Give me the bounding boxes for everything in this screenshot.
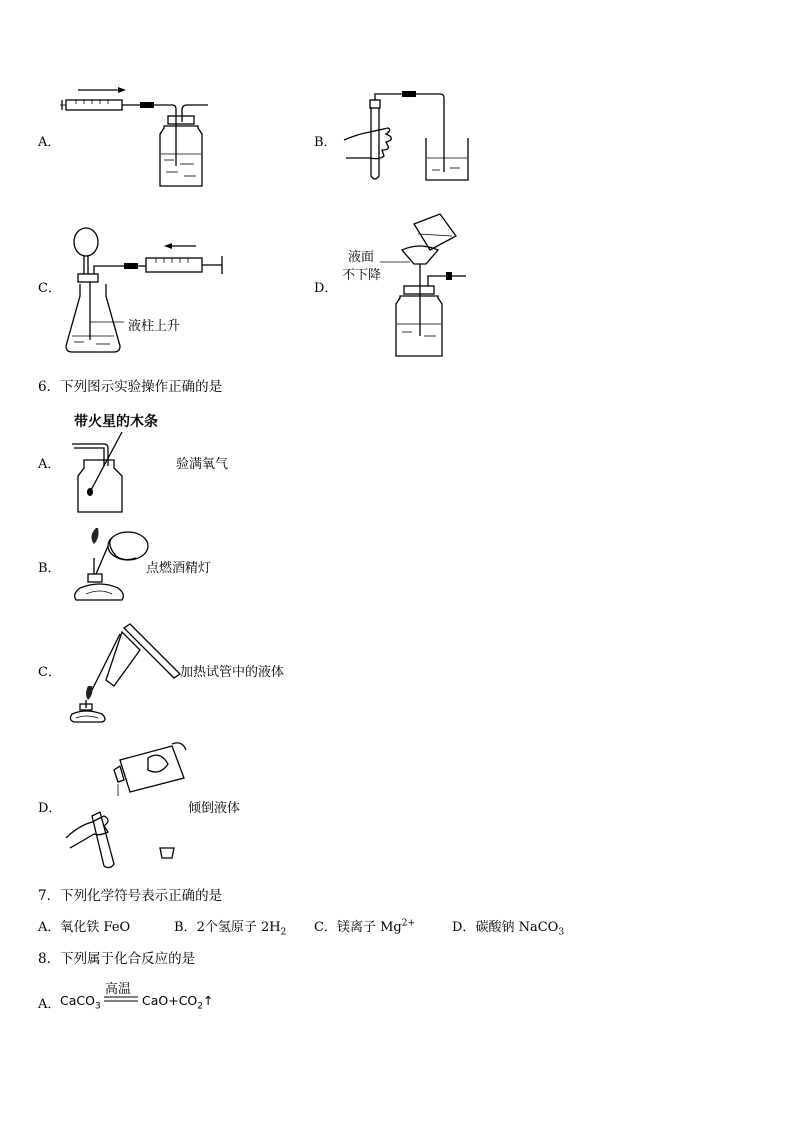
q7-option-c[interactable] <box>314 916 415 935</box>
q7-option-a-text: 氧化铁 FeO <box>60 920 131 935</box>
q6-option-b-letter[interactable]: B． <box>38 561 61 576</box>
q6-option-d-letter[interactable]: D． <box>38 801 62 816</box>
q8-stem: 8．下列属于化合反应的是 <box>38 951 196 967</box>
q5-option-c-figure <box>64 222 234 356</box>
q6-option-b-caption: 点燃酒精灯 <box>146 561 212 576</box>
q7-option-b-subscript: 2 <box>280 927 287 938</box>
q7-option-b-text: 2个氢原子 2H <box>196 920 281 935</box>
q7-option-a[interactable] <box>38 916 130 935</box>
q8-product-subscript: 2 <box>197 1001 204 1012</box>
q6-option-c-figure <box>66 620 186 724</box>
q8-reactant-subscript: 3 <box>94 1001 101 1012</box>
q6-option-a-caption: 验满氧气 <box>176 457 229 472</box>
q5-option-c-label: 液柱上升 <box>128 319 181 334</box>
q7-option-b[interactable] <box>174 916 286 938</box>
q7-stem: 7．下列化学符号表示正确的是 <box>38 888 223 904</box>
q7-option-c-superscript: 2+ <box>401 918 415 929</box>
q7-option-c-text: 镁离子 Mg <box>336 920 402 935</box>
q5-option-d-label-line1: 液面 <box>348 250 375 265</box>
q5-option-d-label-line2: 不下降 <box>342 268 382 283</box>
q6-option-a-figure <box>64 428 144 516</box>
q5-option-c-letter[interactable]: C． <box>38 281 61 296</box>
q8-gas-arrow: ↑ <box>203 993 214 1008</box>
q8-product-text: CaO+CO <box>142 993 198 1008</box>
q6-option-d-caption: 倾倒液体 <box>188 801 241 816</box>
q6-option-d-figure <box>64 740 194 868</box>
q7-option-a-letter: A． <box>38 920 61 935</box>
q7-option-b-letter: B． <box>174 920 197 935</box>
q7-option-d-subscript: 3 <box>558 927 565 938</box>
q5-option-a-letter[interactable]: A． <box>38 135 61 150</box>
q6-option-c-letter[interactable]: C． <box>38 665 61 680</box>
q5-option-b-figure <box>340 86 470 186</box>
q8-condition: 高温 <box>105 982 132 997</box>
q6-stem: 6．下列图示实验操作正确的是 <box>38 379 223 395</box>
q8-reactant: CaCO <box>60 993 95 1008</box>
q6-option-a-figure-text: 带火星的木条 <box>74 414 158 430</box>
q5-option-d-letter[interactable]: D． <box>314 281 338 296</box>
q8-option-a-letter[interactable]: A． <box>38 997 61 1012</box>
q8-product <box>142 993 214 1012</box>
q6-option-c-caption: 加热试管中的液体 <box>180 665 285 680</box>
q7-option-d-text: 碳酸钠 NaCO <box>475 920 559 935</box>
q5-option-a-figure <box>60 86 220 192</box>
q7-option-d[interactable] <box>452 916 564 938</box>
q5-option-b-letter[interactable]: B． <box>314 135 337 150</box>
q5-option-d-figure <box>380 206 480 362</box>
q8-reaction-equals-sign <box>104 996 140 1004</box>
q8-equation <box>60 993 101 1012</box>
q7-option-c-letter: C． <box>314 920 337 935</box>
q7-option-d-letter: D． <box>452 920 476 935</box>
q6-option-a-letter[interactable]: A． <box>38 457 61 472</box>
